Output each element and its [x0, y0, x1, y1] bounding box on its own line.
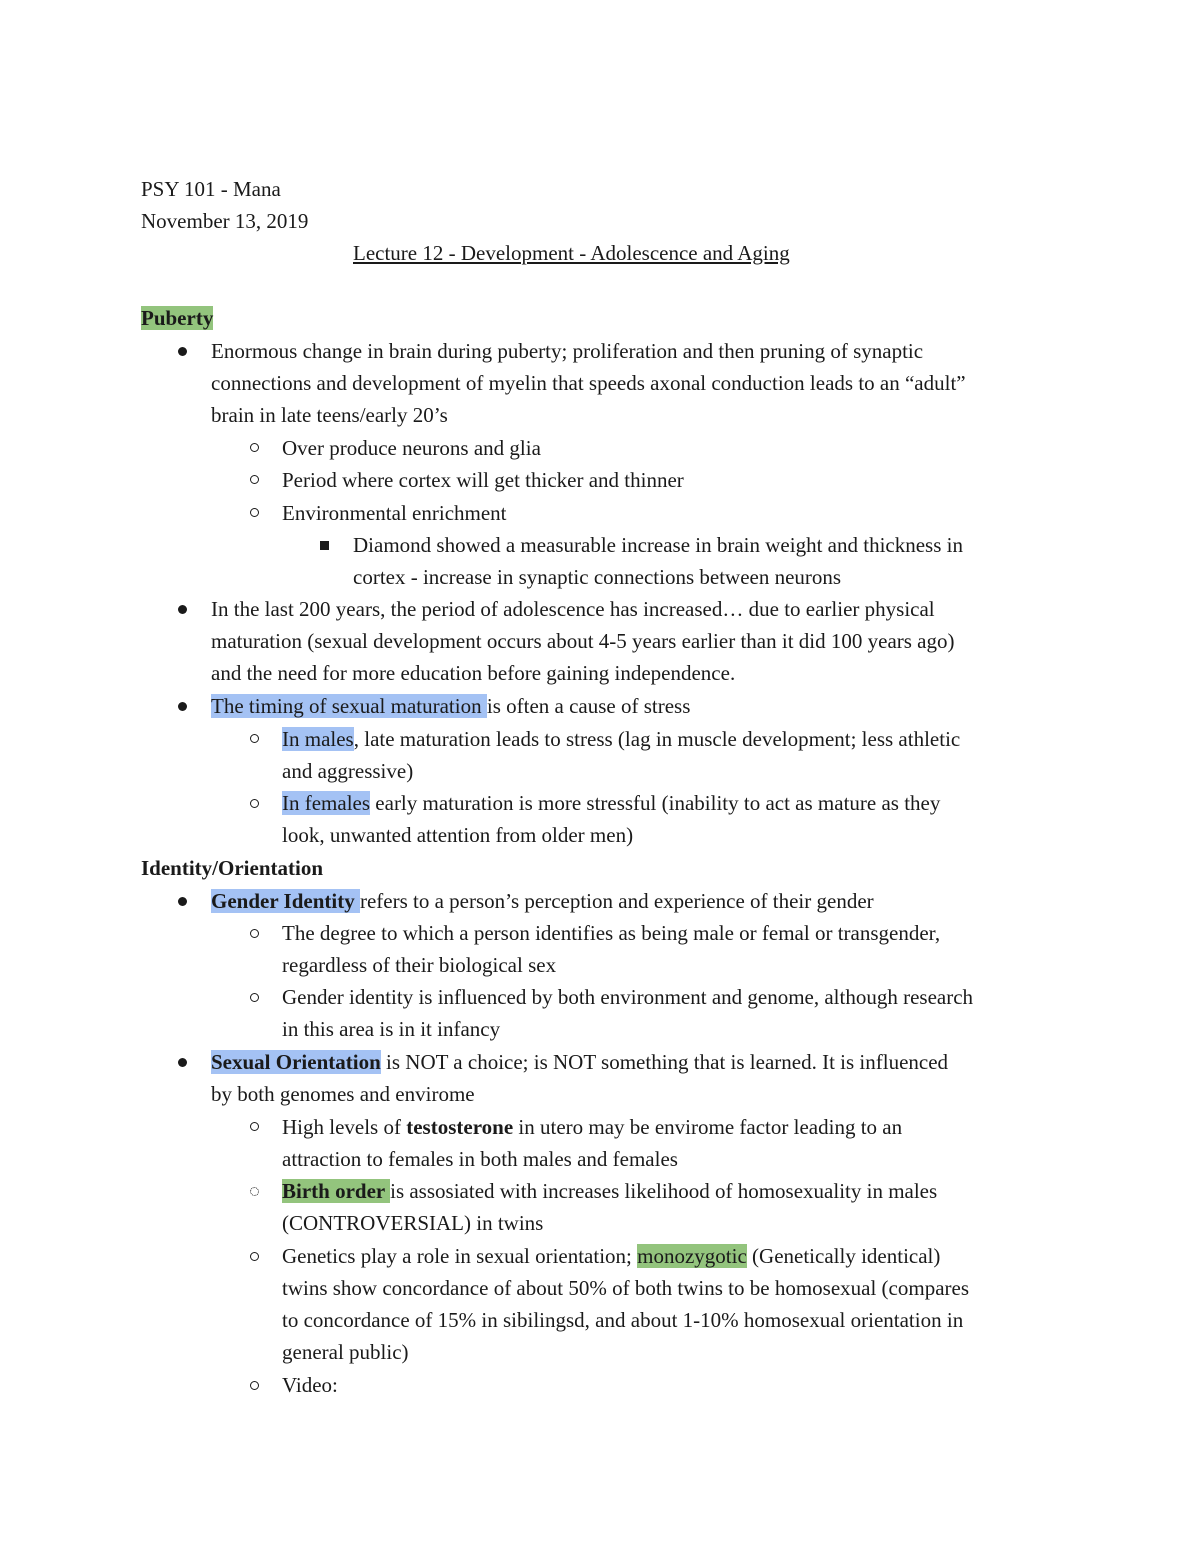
- sub-bullet-circle: [250, 475, 259, 484]
- sub-bullet-circle: [250, 443, 259, 452]
- text-run: in utero may be envirome factor leading to an: [513, 1115, 903, 1139]
- sub-bullet-text: general public): [282, 1340, 409, 1364]
- sub-bullet-text: regardless of their biological sex: [282, 953, 557, 977]
- bullet-text: by both genomes and envirome: [211, 1082, 475, 1106]
- text-highlight: In males: [282, 727, 354, 751]
- heading-highlight: Puberty: [141, 306, 214, 330]
- text-run: is NOT a choice; is NOT something that is learned. It is influenced: [380, 1050, 949, 1074]
- bullet-text: brain in late teens/early 20’s: [211, 403, 448, 427]
- sub-bullet-text: [282, 1111, 902, 1143]
- sub-bullet-circle: [250, 799, 259, 808]
- sub-bullet-text: attraction to females in both males and females: [282, 1147, 678, 1171]
- bullet-text: maturation (sexual development occurs about 4-5 years earlier than it did 100 years ago): [211, 629, 955, 653]
- bullet-text: In the last 200 years, the period of adolescence has increased… due to earlier physical: [211, 597, 935, 621]
- sub-bullet-text: Period where cortex will get thicker and thinner: [282, 468, 684, 492]
- bullet-dot: [178, 702, 187, 711]
- sub-bullet-text: [282, 1240, 940, 1272]
- sub-bullet-text: Over produce neurons and glia: [282, 436, 541, 460]
- sub-bullet-circle: [250, 1122, 259, 1131]
- text-run: High levels of: [282, 1115, 407, 1139]
- sub-bullet-text: Environmental enrichment: [282, 501, 507, 525]
- section-heading-identity: Identity/Orientation: [141, 856, 323, 880]
- bullet-text: connections and development of myelin that speeds axonal conduction leads to an “adult”: [211, 371, 966, 395]
- sub-bullet-text: twins show concordance of about 50% of both twins to be homosexual (compares: [282, 1276, 970, 1300]
- sub-bullet-text: Video:: [282, 1373, 338, 1397]
- sub-bullet-text: [282, 723, 960, 755]
- text-highlight: The timing of sexual maturation: [211, 694, 487, 718]
- section-heading-puberty: [141, 302, 213, 334]
- bullet-text: [211, 1046, 948, 1078]
- sub-bullet-text: The degree to which a person identifies as being male or femal or transgender,: [282, 921, 941, 945]
- sub-bullet-circle: [250, 929, 259, 938]
- sub-bullet-text: [282, 1175, 937, 1207]
- text-run: , late maturation leads to stress (lag in muscle development; less athletic: [353, 727, 961, 751]
- date-line: November 13, 2019: [141, 209, 309, 233]
- term-highlight: Birth order: [282, 1179, 391, 1203]
- sub-bullet-circle: [250, 1381, 259, 1390]
- page-title: Lecture 12 - Development - Adolescence and Aging: [353, 241, 790, 265]
- text-run: is assosiated with increases likelihood of homosexuality in males: [390, 1179, 938, 1203]
- text-run: Genetics play a role in sexual orientation;: [282, 1244, 638, 1268]
- bullet-text: [211, 885, 874, 917]
- bullet-text: [211, 690, 690, 722]
- tertiary-bullet-square: [320, 541, 329, 550]
- bullet-dot: [178, 347, 187, 356]
- sub-bullet-circle: [250, 993, 259, 1002]
- sub-bullet-text: look, unwanted attention from older men): [282, 823, 634, 847]
- text-highlight: In females: [282, 791, 371, 815]
- text-run: early maturation is more stressful (inability to act as mature as they: [370, 791, 941, 815]
- term-highlight: Gender Identity: [211, 889, 360, 913]
- text-highlight: monozygotic: [637, 1244, 747, 1268]
- sub-bullet-text: [282, 787, 940, 819]
- text-run: is often a cause of stress: [486, 694, 691, 718]
- tertiary-bullet-text: cortex - increase in synaptic connections between neurons: [353, 565, 842, 589]
- sub-bullet-text: to concordance of 15% in sibilingsd, and about 1-10% homosexual orientation in: [282, 1308, 964, 1332]
- bullet-dot: [178, 1058, 187, 1067]
- sub-bullet-circle: [250, 734, 259, 743]
- sub-bullet-circle: [250, 1187, 259, 1196]
- text-run: (Genetically identical): [746, 1244, 941, 1268]
- sub-bullet-circle: [250, 508, 259, 517]
- bullet-text: and the need for more education before gaining independence.: [211, 661, 736, 685]
- text-run: refers to a person’s perception and experience of their gender: [359, 889, 874, 913]
- sub-bullet-text: and aggressive): [282, 759, 414, 783]
- sub-bullet-circle: [250, 1252, 259, 1261]
- sub-bullet-text: Gender identity is influenced by both environment and genome, although research: [282, 985, 974, 1009]
- bullet-text: Enormous change in brain during puberty; proliferation and then pruning of synaptic: [211, 339, 924, 363]
- bullet-dot: [178, 897, 187, 906]
- course-line: PSY 101 - Mana: [141, 177, 281, 201]
- sub-bullet-text: (CONTROVERSIAL) in twins: [282, 1211, 544, 1235]
- bullet-dot: [178, 605, 187, 614]
- sub-bullet-text: in this area is in it infancy: [282, 1017, 501, 1041]
- tertiary-bullet-text: Diamond showed a measurable increase in brain weight and thickness in: [353, 533, 963, 557]
- term-highlight: Sexual Orientation: [211, 1050, 381, 1074]
- bold-term: testosterone: [406, 1115, 514, 1139]
